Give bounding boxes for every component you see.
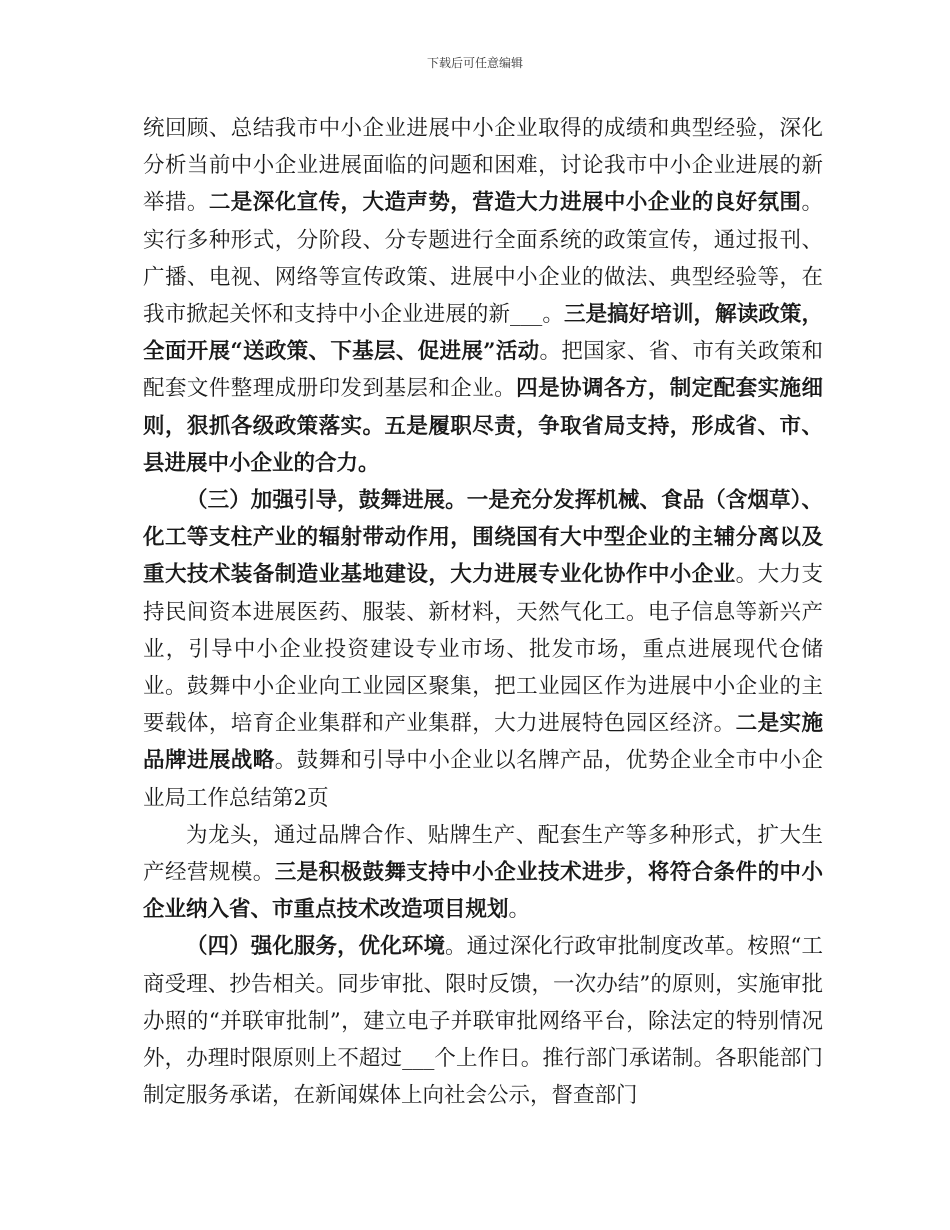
text-run: 。鼓舞和引导中小企业以名牌产品，优势企业全市中小企业局工作总结第2页 xyxy=(143,748,823,811)
text-run: 。 xyxy=(508,897,531,923)
bold-run: 二是实施品牌进展战略 xyxy=(143,711,823,774)
paragraph-2 xyxy=(143,482,823,817)
document-body xyxy=(143,110,823,1114)
bold-run: （四）强化服务，优化环境 xyxy=(186,934,446,960)
paragraph-1 xyxy=(143,110,823,482)
bold-run: （三）加强引导，鼓舞进展。一是充分发挥机械、食品（含烟草）、化工等支柱产业的辐射带动作用，围绕国有大中型企业的主辅分离以及重大技术装备制造业基地建设，大力进展专业化协作中小企业 xyxy=(143,488,823,588)
text-run: 。把国家、省、市有关政策和配套文件整理成册印发到基层和企业。 xyxy=(143,339,823,402)
bold-run: 三是搞好培训，解读政策，全面开展“送政策、下基层、促进展”活动 xyxy=(143,302,823,365)
text-run: 为龙头，通过品牌合作、贴牌生产、配套生产等多种形式，扩大生产经营规模。 xyxy=(143,822,823,886)
text-run: 统回顾、总结我市中小企业进展中小企业取得的成绩和典型经验，深化分析当前中小企业进展面临的问题和困难，讨论我市中小企业进展的新举措。 xyxy=(143,116,823,216)
text-run: 。实行多种形式，分阶段、分专题进行全面系统的政策宣传，通过报刊、广播、电视、网络等宣传政策、进展中小企业的做法、典型经验等，在我市掀起关怀和支持中小企业进展的新___。 xyxy=(143,190,823,328)
paragraph-4 xyxy=(143,928,823,1114)
bold-run: 四是协调各方，制定配套实施细则，狠抓各级政策落实。五是履职尽责，争取省局支持，形成省、市、县进展中小企业的合力。 xyxy=(143,376,823,476)
bold-run: 二是深化宣传，大造声势，营造大力进展中小企业的良好氛围 xyxy=(208,190,802,216)
paragraph-3 xyxy=(143,817,823,929)
page-header: 下载后可任意编辑 xyxy=(426,56,523,70)
text-run: 。大力支持民间资本进展医药、服装、新材料，天然气化工。电子信息等新兴产业，引导中小企业投资建设专业市场、批发市场，重点进展现代仓储业。鼓舞中小企业向工业园区聚集，把工业园区作为进展中小企业的主要载体，培育企业集群和产业集群，大力进展特色园区经济。 xyxy=(143,562,823,737)
text-run: 。通过深化行政审批制度改革。桉照“工商受理、抄告相关。同步审批、限时反馈，一次办结”的原则，实施审批办照的“并联审批制”，建立电子并联审批网络平台，除法定的特别情况外，办理时限原则上不超过___个上作日。推行部门承诺制。各职能部门制定服务承诺，在新闻媒体上向社会公示，督查部门 xyxy=(143,934,823,1109)
bold-run: 三是积极鼓舞支持中小企业技术进步，将符合条件的中小企业纳入省、市重点技术改造项目规划 xyxy=(143,860,823,923)
